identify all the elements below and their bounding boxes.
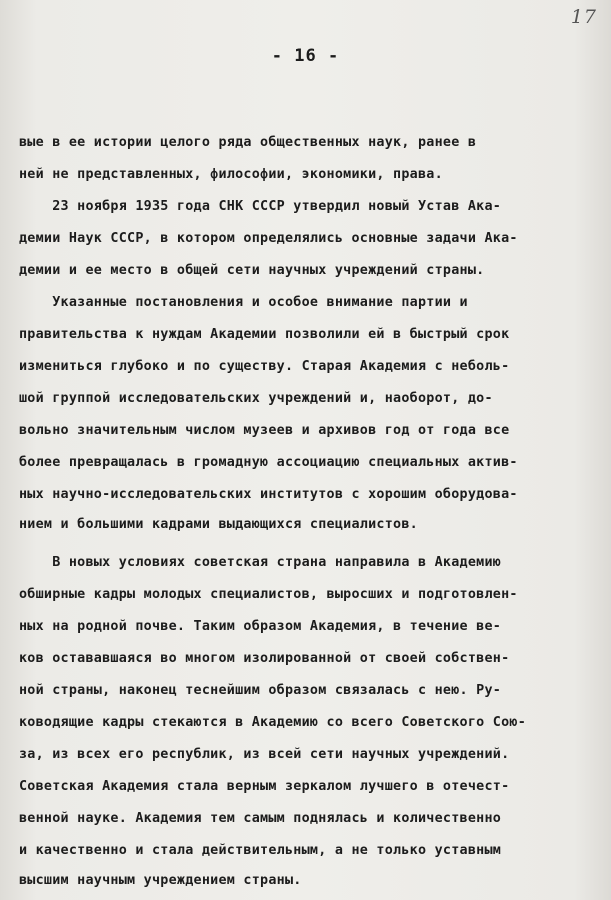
text-line: ней не представленных, философии, экономики, права. xyxy=(19,167,443,182)
text-line: ных на родной почве. Таким образом Академия, в течение ве- xyxy=(19,619,502,634)
text-line: ководящие кадры стекаются в Академию со всего Советского Сою- xyxy=(19,715,527,730)
text-line: ных научно-исследовательских институтов с хорошим оборудова- xyxy=(19,487,518,502)
text-line: высшим научным учреждением страны. xyxy=(19,873,302,888)
text-line: обширные кадры молодых специалистов, выросших и подготовлен- xyxy=(19,587,518,602)
text-line: 23 ноября 1935 года СНК СССР утвердил новый Устав Ака- xyxy=(19,199,502,214)
text-line: Указанные постановления и особое внимание партии и xyxy=(19,295,468,310)
text-line: демии Наук СССР, в котором определялись основные задачи Ака- xyxy=(19,231,518,246)
page-number: - 16 - xyxy=(271,46,340,66)
text-line: нием и большими кадрами выдающихся специалистов. xyxy=(19,517,418,532)
text-line: более превращалась в громадную ассоциацию специальных актив- xyxy=(19,455,518,470)
text-line: демии и ее место в общей сети научных учреждений страны. xyxy=(19,263,485,278)
text-line: вольно значительным числом музеев и архивов год от года все xyxy=(19,423,510,438)
text-line: и качественно и стала действительным, а не только уставным xyxy=(19,843,502,858)
text-line: Советская Академия стала верным зеркалом лучшего в отечест- xyxy=(19,779,510,794)
archive-page-number: 17 xyxy=(570,6,597,28)
text-line: В новых условиях советская страна направила в Академию xyxy=(19,555,502,570)
text-line: измениться глубоко и по существу. Старая Академия с неболь- xyxy=(19,359,510,374)
text-line: ной страны, наконец теснейшим образом связалась с нею. Ру- xyxy=(19,683,502,698)
text-line: за, из всех его республик, из всей сети научных учреждений. xyxy=(19,747,510,762)
text-line: венной науке. Академия тем самым поднялась и количественно xyxy=(19,811,502,826)
text-line: шой группой исследовательских учреждений и, наоборот, до- xyxy=(19,391,493,406)
text-line: ков остававшаяся во многом изолированной от своей собствен- xyxy=(19,651,510,666)
text-line: правительства к нуждам Академии позволили ей в быстрый срок xyxy=(19,327,510,342)
text-line: вые в ее истории целого ряда общественных наук, ранее в xyxy=(19,135,477,150)
